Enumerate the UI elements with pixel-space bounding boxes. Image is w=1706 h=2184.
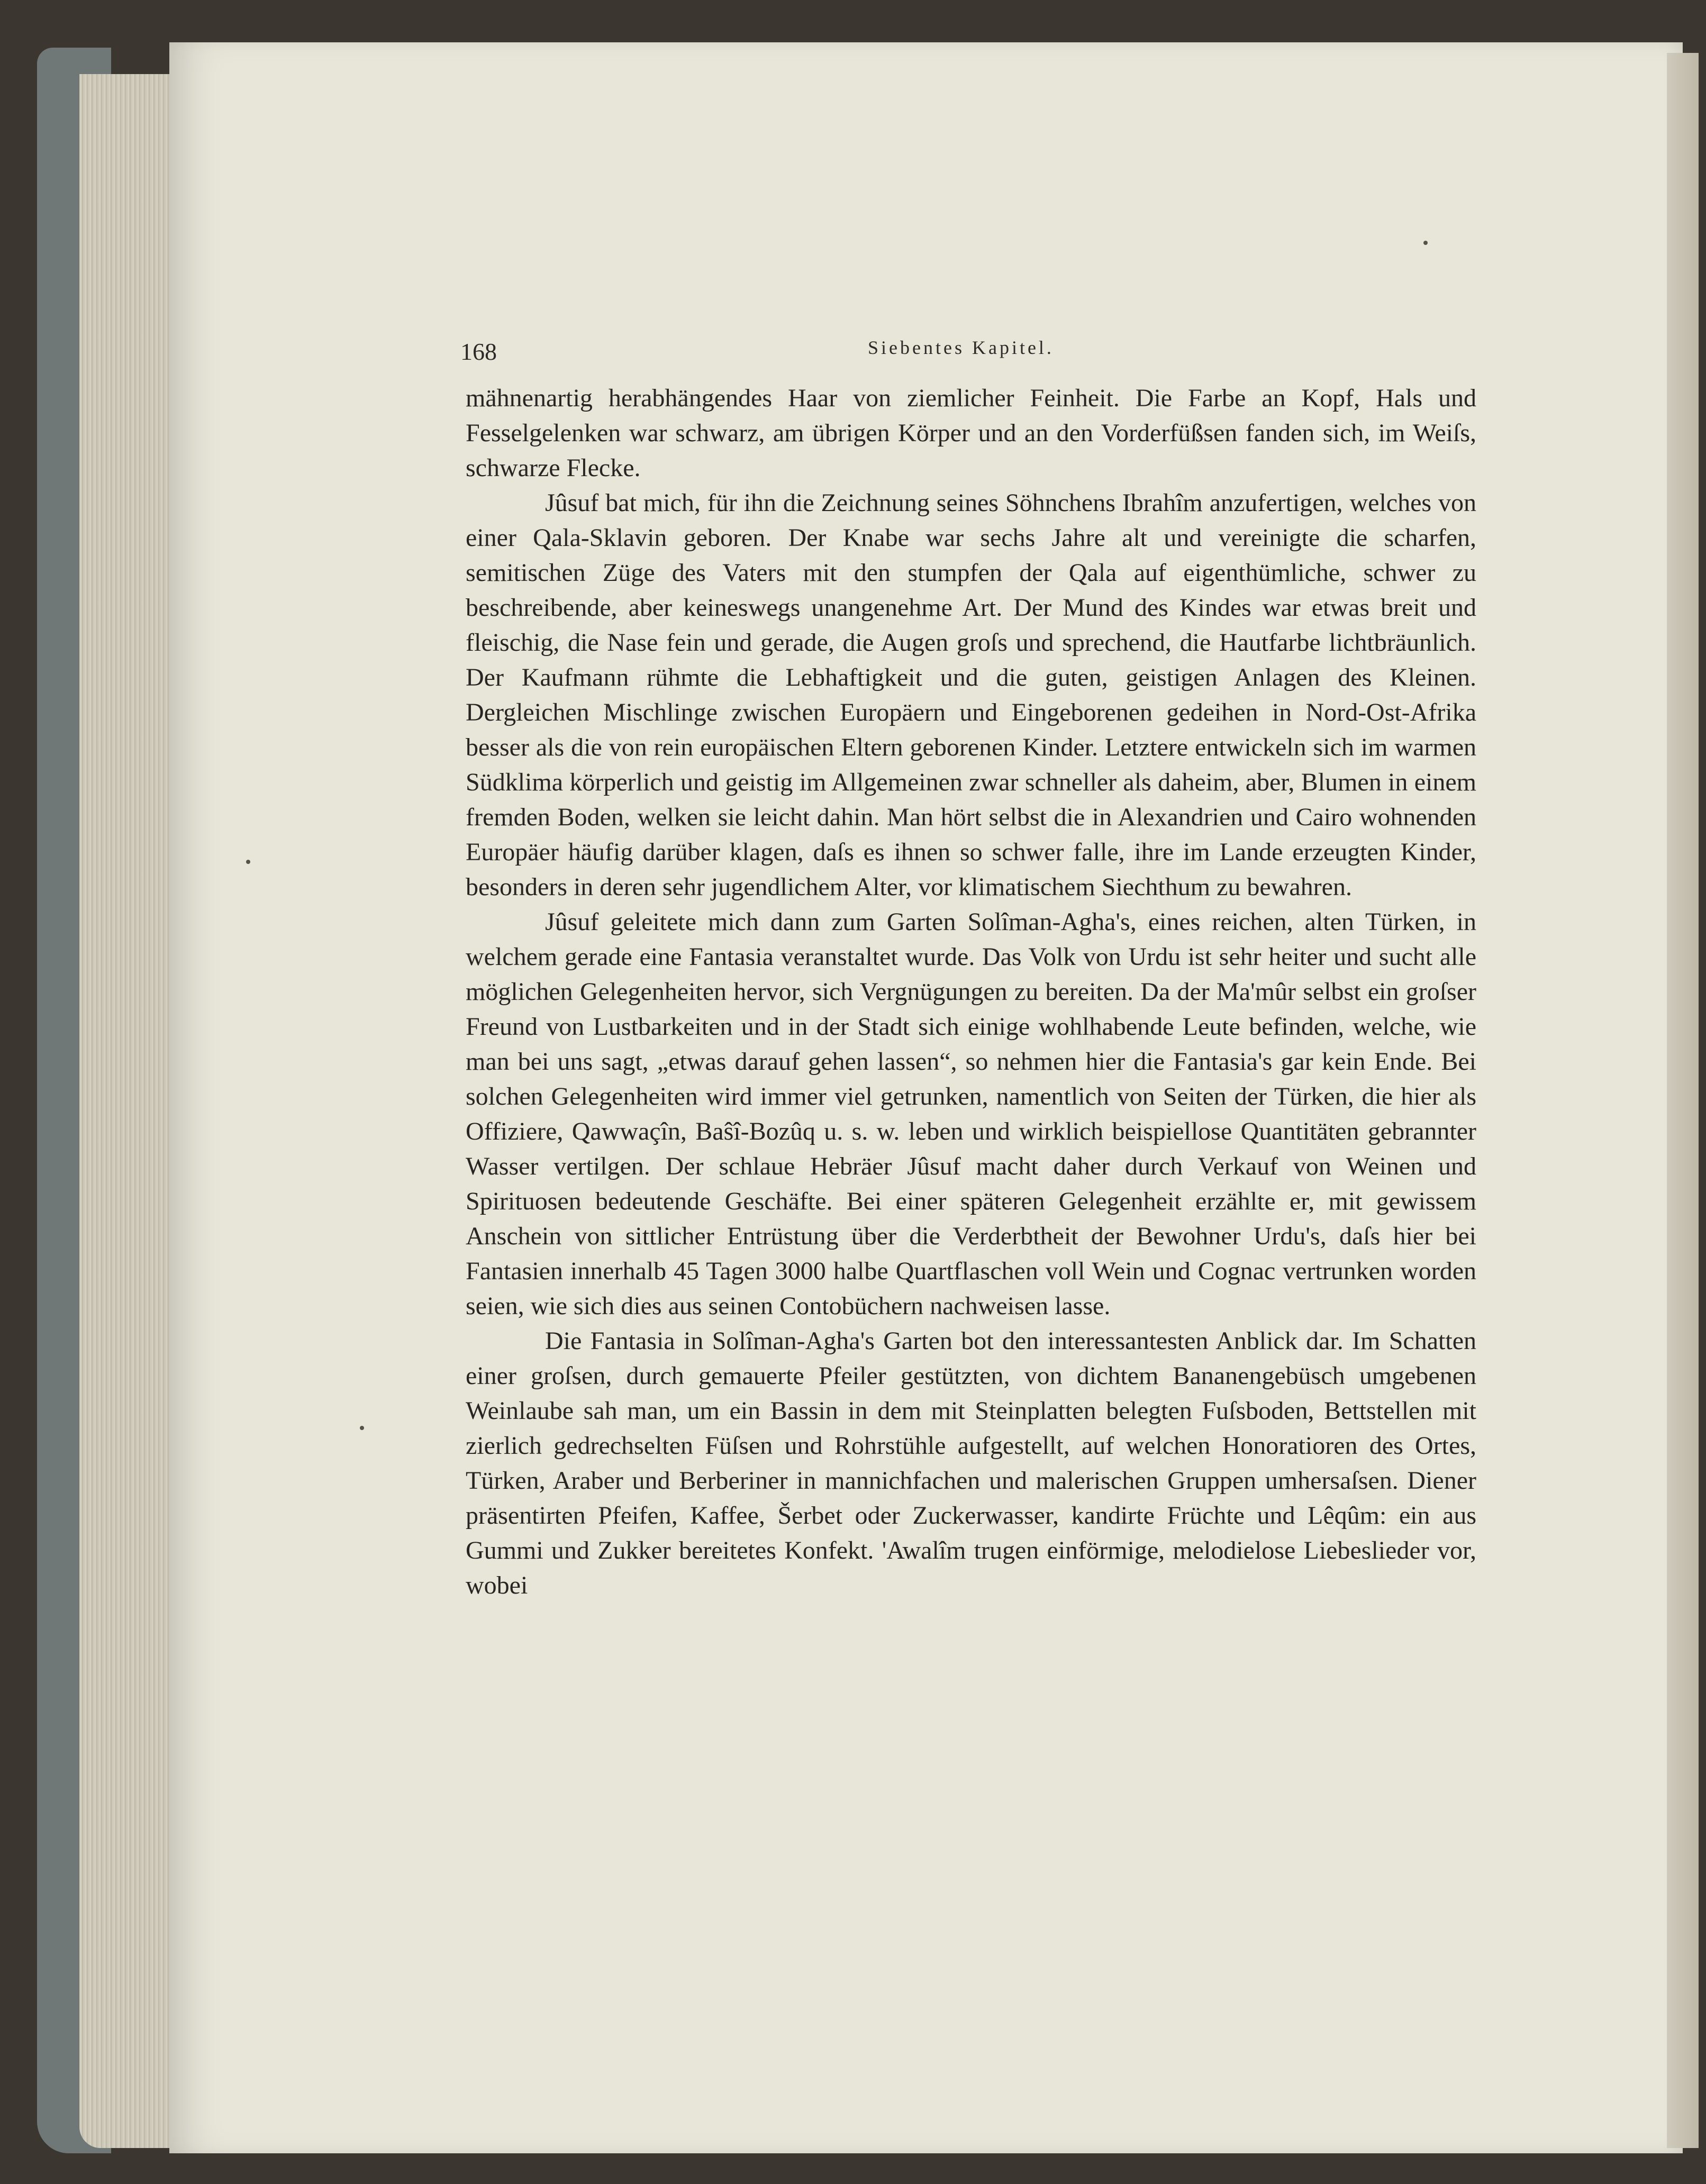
paper-speck xyxy=(360,1426,364,1430)
paragraph-4: Die Fantasia in Solîman-Agha's Garten bot den interessantesten Anblick dar. Im Schatten einer groſsen, durch gemauerte Pfeiler gestützten, von dichtem Bananengebüsch umgebenen Weinlaube sah man, um ein Bassin in dem mit Steinplatten belegten Fuſsboden, Bettstellen mit zierlich gedrechselten Füſsen und Rohrstühle aufgestellt, auf welchen Honoratioren des Ortes, Türken, Araber und Berberiner in mannichfachen und malerischen Gruppen umhersaſsen. Diener präsentirten Pfeifen, Kaffee, Šerbet oder Zuckerwasser, kandirte Früchte und Lêqûm: ein aus Gummi und Zukker bereitetes Konfekt. 'Awalîm trugen einförmige, melodielose Liebeslieder vor, wobei xyxy=(466,1327,1476,1599)
page-number: 168 xyxy=(460,338,497,365)
chapter-title: Siebentes Kapitel. xyxy=(868,337,1054,358)
page-body-text xyxy=(466,381,1476,1603)
paper-speck xyxy=(1423,241,1428,245)
running-header xyxy=(460,333,1498,370)
facing-page-edge xyxy=(1667,53,1699,2148)
paper-speck xyxy=(246,860,250,864)
paragraph-1: mähnenartig herabhängendes Haar von ziemlicher Feinheit. Die Farbe an Kopf, Hals und Fesselgelenken war schwarz, am übrigen Körper und an den Vorderfüßsen fanden sich, im Weiſs, schwarze Flecke. xyxy=(466,384,1476,482)
paragraph-2: Jûsuf bat mich, für ihn die Zeichnung seines Söhnchens Ibrahîm anzufertigen, welches von einer Qala-Sklavin geboren. Der Knabe war sechs Jahre alt und vereinigte die scharfen, semitischen Züge des Vaters mit den stumpfen der Qala auf eigenthümliche, schwer zu beschreibende, aber keineswegs unangenehme Art. Der Mund des Kindes war etwas breit und fleischig, die Nase fein und gerade, die Augen groſs und sprechend, die Hautfarbe lichtbräunlich. Der Kaufmann rühmte die Lebhaftigkeit und die guten, geistigen Anlagen des Kleinen. Dergleichen Mischlinge zwischen Europäern und Eingeborenen gedeihen in Nord-Ost-Afrika besser als die von rein europäischen Eltern geborenen Kinder. Letztere entwickeln sich im warmen Südklima körperlich und geistig im Allgemeinen zwar schneller als daheim, aber, Blumen in einem fremden Boden, welken sie leicht dahin. Man hört selbst die in Alexandrien und Cairo wohnenden Europäer häufig darüber klagen, daſs es ihnen so schwer falle, ihre im Lande erzeugten Kinder, besonders in deren sehr jugendlichem Alter, vor klimatischem Siechthum zu bewahren. xyxy=(466,489,1476,901)
paragraph-3: Jûsuf geleitete mich dann zum Garten Solîman-Agha's, eines reichen, alten Türken, in welchem gerade eine Fantasia veranstaltet wurde. Das Volk von Urdu ist sehr heiter und sucht alle möglichen Gelegenheiten hervor, sich Vergnügungen zu bereiten. Da der Ma'mûr selbst ein groſser Freund von Lustbarkeiten und in der Stadt sich einige wohlhabende Leute befinden, welche, wie man bei uns sagt, „etwas darauf gehen lassen“, so nehmen hier die Fantasia's gar kein Ende. Bei solchen Gelegenheiten wird immer viel getrunken, namentlich von Seiten der Türken, die hier als Offiziere, Qawwaçîn, Baŝî-Bozûq u. s. w. leben und wirklich beispiellose Quantitäten gebrannter Wasser vertilgen. Der schlaue Hebräer Jûsuf macht daher durch Verkauf von Weinen und Spirituosen bedeutende Geschäfte. Bei einer späteren Gelegenheit erzählte er, mit gewissem Anschein von sittlicher Entrüstung über die Verderbtheit der Bewohner Urdu's, daſs hier bei Fantasien innerhalb 45 Tagen 3000 halbe Quartflaschen voll Wein und Cognac vertrunken worden seien, wie sich dies aus seinen Contobüchern nachweisen lasse. xyxy=(466,908,1476,1320)
